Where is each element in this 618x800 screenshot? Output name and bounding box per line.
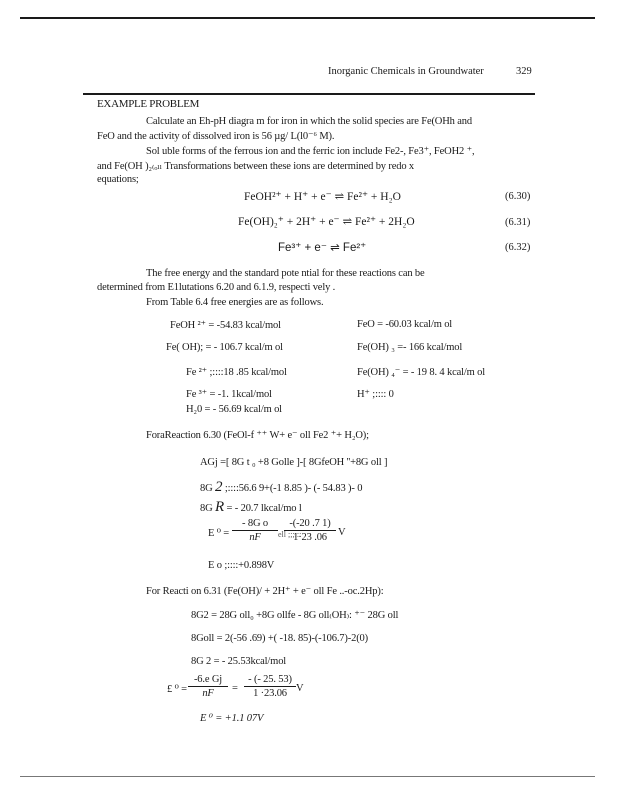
reaction-631-e0-mid: =: [232, 683, 238, 694]
intro-line-1: Calculate an Eh-pH diagra m for iron in which the solid species are Fe(OHh and: [146, 116, 472, 127]
reaction-630-line-2-values: ;::::56.6 9+(-1 8.85 )- (- 54.83 )- 0: [224, 483, 363, 494]
reaction-630-heading: ForaReaction 6.30 (FeOl-f ⁺⁺ W+ e⁻ oll Fe2 ⁺+ H₂O);: [146, 430, 369, 441]
section-title: EXAMPLE PROBLEM: [97, 98, 200, 110]
reaction-630-e0-mid: ell ;;;:::: [278, 530, 302, 539]
reaction-631-heading: For Reacti on 6.31 (Fe(OH)/ + 2H⁺ + e⁻ oll Fe ..-oc.2Hp):: [146, 586, 384, 597]
fraction-numerator: -6.e Gj: [188, 674, 228, 687]
intro-line-5: equations;: [97, 174, 139, 185]
equation-6-31: Fe(OH)₂⁺ + 2H⁺ + e⁻ ⇌ Fe²⁺ + 2H₂O: [238, 216, 415, 228]
free-energy-feoh3: Fe(OH) ₃ =- 166 kcal/mol: [357, 342, 463, 353]
reaction-631-line-3: 8G 2 = - 25.53kcal/mol: [191, 656, 287, 667]
fraction-denominator: 1 ·23.06: [253, 688, 287, 699]
free-energy-fe3: Fe ³⁺ = -1. 1kcal/mol: [186, 389, 272, 400]
paragraph2-line-1: The free energy and the standard pote ntial for these reactions can be: [146, 268, 425, 279]
fraction-numerator: - 8G o: [232, 518, 278, 531]
reaction-630-e0-lhs: E ⁰ =: [208, 528, 230, 539]
reaction-631-line-1: 8G2 = 28G oll₀ +8G ollfe - 8G oll₍OH₎: ⁺⁻ 28G oll: [191, 610, 399, 621]
reaction-630-line-1: AGj =[ 8G t ₀ +8 Golle ]-[ 8GfeOH ''+8G oll ]: [200, 457, 388, 468]
free-energy-feoh4: Fe(OH) ₄⁻ = - 19 8. 4 kcal/m ol: [357, 367, 485, 378]
reaction-630-fraction-1: [232, 518, 278, 543]
equation-number-6-32: (6.32): [505, 242, 531, 253]
running-title: Inorganic Chemicals in Groundwater: [328, 66, 484, 77]
bottom-rule: [20, 776, 595, 777]
free-energy-h-plus: H⁺ ;:::: 0: [357, 389, 394, 400]
fraction-denominator: nF: [249, 532, 261, 543]
page-number: 329: [516, 66, 532, 77]
equation-6-32: Fe³⁺ + e⁻ ⇌ Fe²⁺: [278, 242, 367, 254]
fraction-numerator: - (- 25. 53): [244, 674, 296, 687]
reaction-630-line-2: [200, 479, 362, 496]
delta-g-symbol: 8G: [200, 503, 213, 514]
reaction-631-e0-lhs: £ ⁰ =: [167, 684, 187, 695]
reaction-630-fraction-2: [284, 518, 336, 543]
reaction-631-result: E ⁰ = +1.1 07V: [200, 713, 264, 724]
subscript-glyph: 2: [215, 479, 223, 495]
reaction-630-line-3: [200, 499, 302, 516]
free-energy-feo: FeO = -60.03 kcal/m ol: [357, 319, 453, 330]
volt-unit: V: [338, 527, 346, 538]
reaction-631-line-2: 8Goll = 2(-56 .69) +( -18. 85)-(-106.7)-2(0): [191, 633, 368, 644]
equation-number-6-30: (6.30): [505, 191, 531, 202]
free-energy-feoh2: Fe( OH); = - 106.7 kcal/m ol: [166, 342, 283, 353]
reaction-631-fraction-1: [188, 674, 228, 699]
free-energy-feoh: FeOH ²⁺ = -54.83 kcal/mol: [170, 320, 281, 331]
delta-g-symbol: 8G: [200, 483, 213, 494]
reaction-631-fraction-2: [244, 674, 296, 699]
free-energy-h2o: H₂0 = - 56.69 kcal/m ol: [186, 404, 282, 415]
fraction-denominator: 1·23 .06: [293, 532, 327, 543]
r-glyph: R: [215, 499, 225, 515]
top-rule: [20, 17, 595, 19]
reaction-630-line-3-values: = - 20.7 lkcal/mo l: [226, 503, 302, 514]
paragraph2-line-2: determined from E1lutations 6.20 and 6.1.9, respecti vely .: [97, 282, 336, 293]
fraction-numerator: -(-20 .7 1): [284, 518, 336, 531]
intro-line-2: FeO and the activity of dissolved iron is 56 µg/ L(l0⁻⁶ M).: [97, 131, 335, 142]
paragraph2-line-3: From Table 6.4 free energies are as follows.: [146, 297, 324, 308]
reaction-630-result: E o ;::::+0.898V: [208, 560, 275, 571]
free-energy-fe2: Fe ²⁺ ;::::18 .85 kcal/mol: [186, 367, 287, 378]
equation-number-6-31: (6.31): [505, 217, 531, 228]
intro-line-3: Sol uble forms of the ferrous ion and the ferric ion include Fe2-, Fe3⁺, FeOH2 ⁺,: [146, 146, 475, 157]
fraction-denominator: nF: [202, 688, 214, 699]
intro-line-4: and Fe(OH )₂₍ₒₗₗ Transformations between these ions are determined by redo x: [97, 161, 415, 172]
header-rule: [83, 93, 535, 95]
volt-unit: V: [296, 683, 304, 694]
equation-6-30: FeOH²⁺ + H⁺ + e⁻ ⇌ Fe²⁺ + H₂O: [244, 191, 401, 203]
